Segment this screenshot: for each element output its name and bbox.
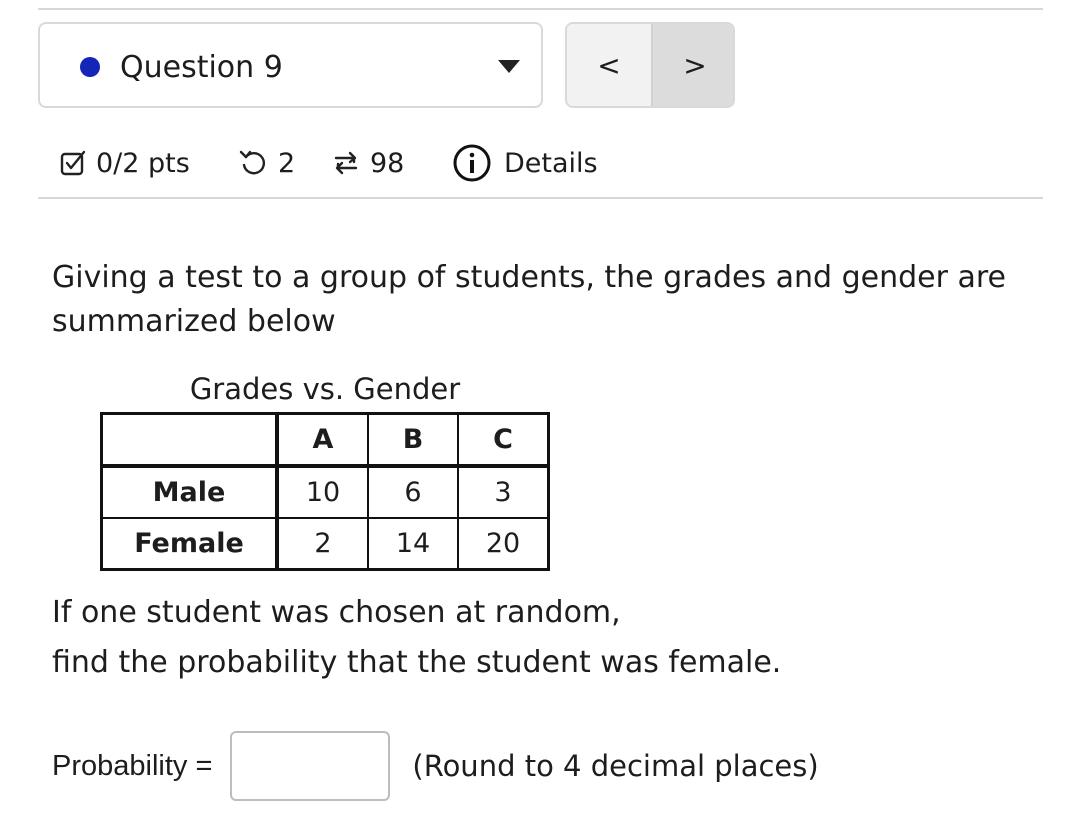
question-selector[interactable] [38, 22, 543, 108]
top-divider [38, 8, 1043, 10]
submissions-count: 98 [370, 147, 405, 179]
submissions-info [330, 140, 404, 186]
question-prompt [52, 588, 781, 688]
info-icon [452, 143, 492, 183]
next-question-button[interactable]: > [653, 24, 735, 106]
grades-gender-table [100, 412, 550, 571]
table-header-cell: A [277, 414, 368, 467]
score-info [60, 140, 190, 186]
previous-question-button[interactable]: < [567, 24, 653, 106]
table-header-row [102, 414, 549, 467]
score-text: 0/2 pts [96, 147, 190, 179]
table-header-cell [102, 414, 278, 467]
answer-label: Probability = [52, 749, 213, 782]
table-row [102, 466, 549, 518]
details-label: Details [504, 147, 598, 179]
question-intro: Giving a test to a group of students, the grades and gender are summarized below [52, 260, 1006, 339]
question-selector-label: Question 9 [120, 50, 283, 85]
table-cell: 3 [458, 466, 549, 518]
table-header-cell: B [368, 414, 458, 467]
answer-hint: (Round to 4 decimal places) [412, 749, 819, 783]
prompt-line: If one student was chosen at random, [52, 595, 621, 630]
table-row-label: Female [102, 518, 278, 570]
attempts-info [238, 140, 295, 186]
prompt-line: find the probability that the student was female. [52, 645, 782, 680]
table-row [102, 518, 549, 570]
retry-icon [238, 148, 268, 178]
repeat-icon [330, 147, 362, 179]
chevron-down-icon [498, 60, 520, 73]
table-cell: 6 [368, 466, 458, 518]
checkbox-edit-icon [60, 149, 86, 177]
question-nav-buttons [565, 22, 735, 108]
table-cell: 10 [277, 466, 368, 518]
table-header-cell: C [458, 414, 549, 467]
answer-row [52, 730, 819, 802]
table-cell: 14 [368, 518, 458, 570]
question-status-dot [80, 57, 100, 77]
details-toggle[interactable] [452, 140, 598, 186]
table-cell: 2 [277, 518, 368, 570]
probability-input[interactable] [230, 731, 390, 801]
meta-divider [38, 197, 1043, 199]
table-title: Grades vs. Gender [189, 372, 461, 406]
attempts-count: 2 [278, 147, 296, 179]
table-cell: 20 [458, 518, 549, 570]
table-row-label: Male [102, 466, 278, 518]
